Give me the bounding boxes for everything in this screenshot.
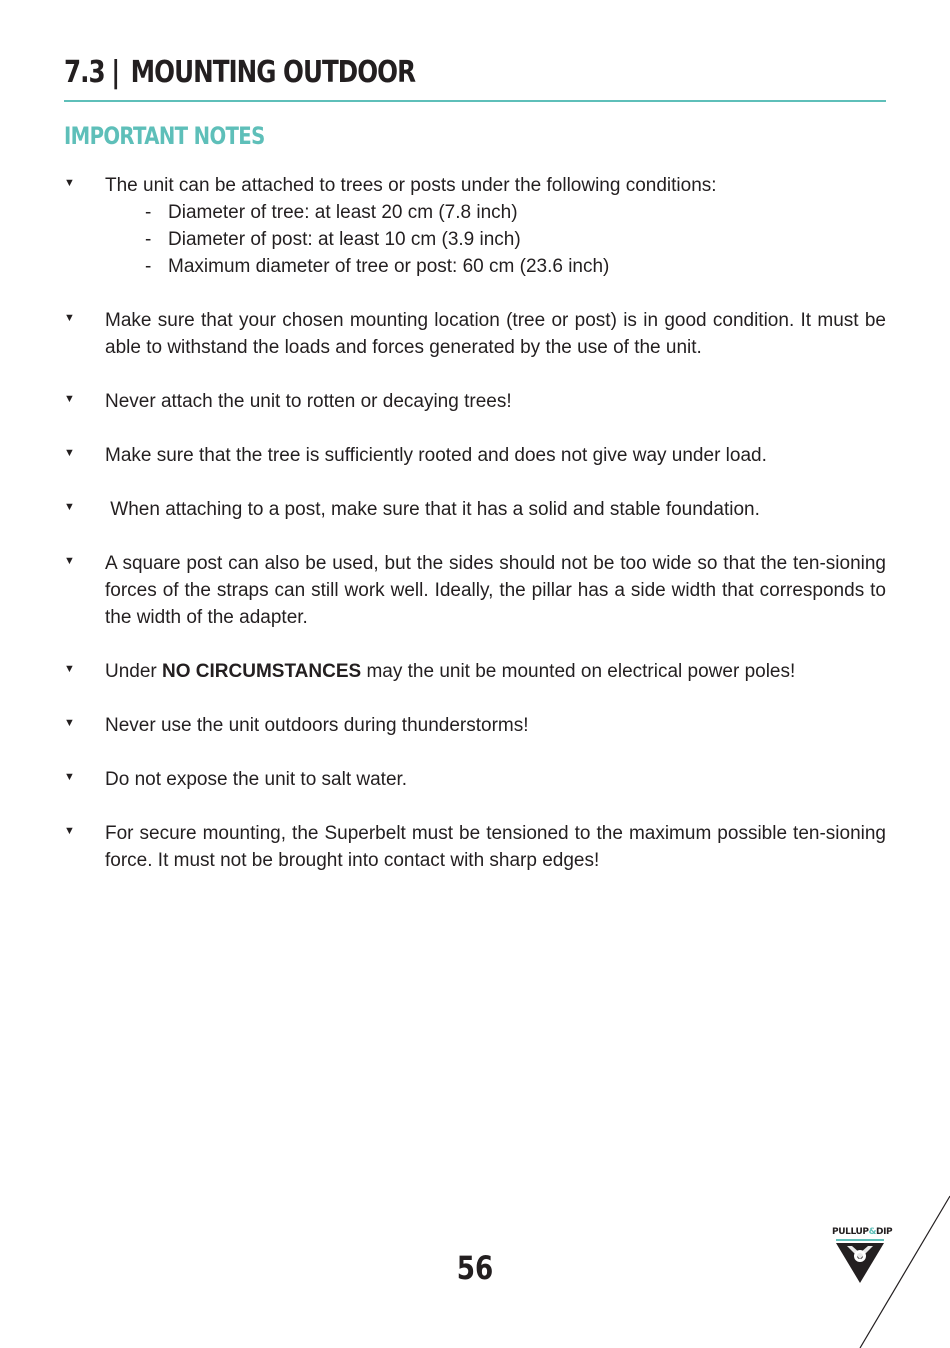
dash-icon: - [145,229,152,250]
list-item-text: Make sure that the tree is sufficiently rooted and does not give way under load. [105,445,767,466]
bullet-icon: ▼ [64,717,75,729]
list-item-text: A square post can also be used, but the sides should not be too wide so that the ten-sioning forces of the straps can still work well. Ideally, the pillar has a side width that corresponds to the width of the adapter. [105,553,886,628]
list-item-text: For secure mounting, the Superbelt must be tensioned to the maximum possible ten-sioning force. It must not be brought into contact with sharp edges! [105,823,886,871]
text-segment: may the unit be mounted on electrical power poles! [361,661,796,682]
triangle-figure-logo-icon [832,1239,888,1285]
logo-text-left: PULLUP [832,1227,869,1237]
list-item-text: The unit can be attached to trees or posts under the following conditions: [105,175,717,196]
logo-text-right: DIP [876,1227,893,1237]
title-separator: | [111,55,120,90]
bullet-icon: ▼ [64,663,75,675]
subheading: IMPORTANT NOTES [64,122,265,150]
dash-icon: - [145,202,152,223]
bullet-icon: ▼ [64,771,75,783]
bullet-icon: ▼ [64,393,75,405]
list-item-text: Never attach the unit to rotten or decaying trees! [105,391,512,412]
brand-logo [832,1226,893,1286]
list-item-text: When attaching to a post, make sure that it has a solid and stable foundation. [105,499,760,520]
sublist-item-text: Diameter of post: at least 10 cm (3.9 inch) [168,229,521,250]
list-item-text: Do not expose the unit to salt water. [105,769,408,790]
bullet-icon: ▼ [64,555,75,567]
page-number: 56 [456,1249,494,1287]
list-item-text: Never use the unit outdoors during thunderstorms! [105,715,529,736]
emphasis-text: NO CIRCUMSTANCES [162,661,362,682]
sublist-item-text: Diameter of tree: at least 20 cm (7.8 inch) [168,202,518,223]
bullet-icon: ▼ [64,501,75,513]
sublist-item-text: Maximum diameter of tree or post: 60 cm (23.6 inch) [168,256,610,277]
bullet-icon: ▼ [64,312,75,324]
text-segment: Under [105,661,163,682]
section-number: 7.3 [64,55,105,90]
bullet-icon: ▼ [64,177,75,189]
dash-icon: - [145,256,152,277]
logo-text-amp: & [868,1227,877,1237]
page-title: MOUNTING OUTDOOR [130,55,416,90]
bullet-icon: ▼ [64,447,75,459]
bullet-icon: ▼ [64,825,75,837]
logo-text [832,1226,893,1238]
list-item-text: Make sure that your chosen mounting location (tree or post) is in good condition. It must be able to withstand the loads and forces generated by the use of the unit. [105,310,886,358]
